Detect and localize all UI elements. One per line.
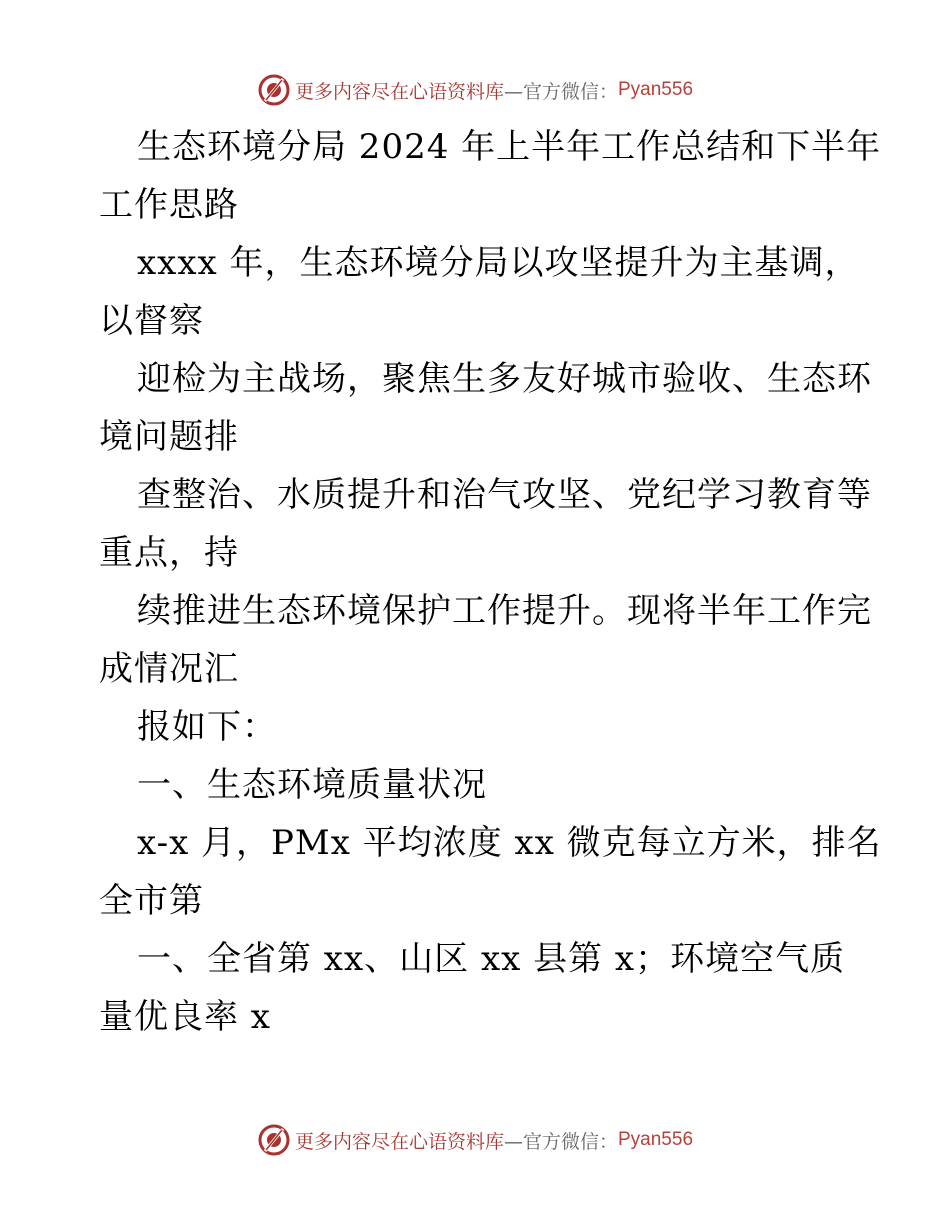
logo-icon [257,1123,291,1157]
watermark-separator: —官方微信： [503,80,618,103]
footer-watermark [0,1122,950,1158]
text-line: x-x 月，PMx 平均浓度 xx 微克每立方米，排名 [137,823,882,863]
watermark-text: 更多内容尽在心语资料库 [294,1130,504,1153]
text-line: 量优良率 x [99,997,271,1037]
text-line: 迎检为主战场，聚焦生多友好城市验收、生态环 [137,359,872,399]
text-line: 一、生态环境质量状况 [137,765,487,805]
text-line: 境问题排 [99,417,239,457]
text-line: 一、全省第 xx、山区 xx 县第 x；环境空气质 [137,939,846,979]
logo-icon [257,73,291,107]
text-line: 重点，持 [99,533,239,573]
text-line: 以督察 [99,301,204,341]
text-line: 成情况汇 [99,649,239,689]
watermark-separator: —官方微信： [503,1130,618,1153]
text-line: 续推进生态环境保护工作提升。现将半年工作完 [137,591,872,631]
text-line: 全市第 [99,881,204,921]
header-watermark [0,72,950,108]
text-line: xxxx 年，生态环境分局以攻坚提升为主基调， [137,243,860,283]
document-body [99,118,882,1046]
text-line: 工作思路 [99,185,239,225]
watermark-text: 更多内容尽在心语资料库 [294,80,504,103]
text-line: 报如下： [137,707,277,747]
watermark-wechat-id: Pyan556 [618,1129,694,1150]
text-line: 生态环境分局 2024 年上半年工作总结和下半年 [137,127,882,167]
watermark-wechat-id: Pyan556 [618,79,694,100]
text-line: 查整治、水质提升和治气攻坚、党纪学习教育等 [137,475,872,515]
